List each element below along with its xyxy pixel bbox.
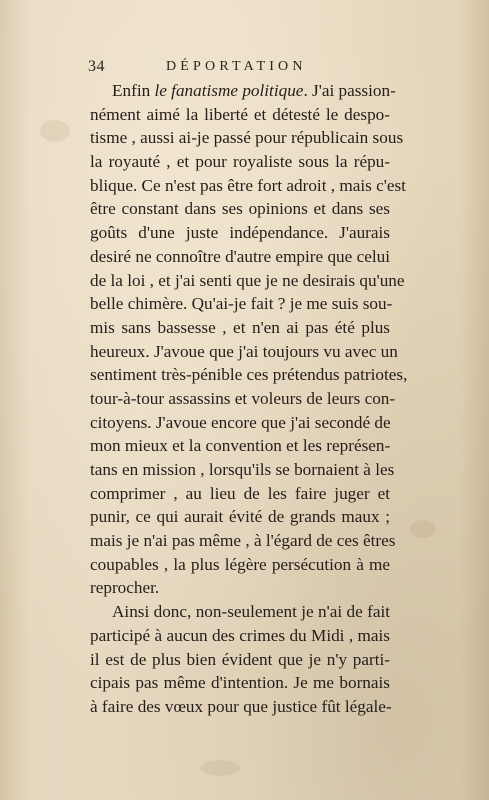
- text-line: coupables , la plus légère persécution à me: [90, 554, 390, 574]
- paper-stain: [410, 520, 436, 538]
- text-line: goûts d'une juste indépendance. J'aurais: [90, 223, 390, 243]
- paper-stain: [200, 760, 240, 776]
- text-line: participé à aucun des crimes du Midi , mais: [90, 625, 390, 645]
- text-line: mais je n'ai pas même , à l'égard de ces êtres: [90, 531, 396, 551]
- text-line: à faire des vœux pour que justice fût légale-: [90, 696, 392, 716]
- text-fragment: . J'ai passion-: [303, 81, 396, 100]
- text-line: mon mieux et la convention et les représen-: [90, 436, 391, 456]
- text-line: citoyens. J'avoue encore que j'ai secondé de: [90, 412, 391, 432]
- page-number: 34: [88, 58, 105, 75]
- paper-stain: [40, 120, 70, 142]
- page-header: [88, 58, 380, 78]
- text-line: cipais pas même d'intention. Je me bornais: [90, 673, 390, 693]
- text-line: tans en mission , lorsqu'ils se bornaient à les: [90, 460, 395, 479]
- text-line: être constant dans ses opinions et dans ses: [90, 199, 390, 219]
- text-line: nément aimé la liberté et détesté le despo-: [90, 104, 390, 124]
- text-line: desiré ne connoître d'autre empire que celui: [90, 246, 390, 266]
- text-line: punir, ce qui aurait évité de grands maux ;: [90, 507, 390, 527]
- text-line: Ainsi donc, non-seulement je n'ai de fait: [112, 602, 390, 622]
- italic-phrase: le fanatisme politique: [154, 81, 304, 100]
- text-fragment: Enfin: [112, 81, 155, 100]
- text-line: reprocher.: [90, 578, 160, 598]
- text-line: il est de plus bien évident que je n'y parti-: [90, 649, 390, 669]
- text-line: mis sans bassesse , et n'en ai pas été plus: [90, 317, 390, 337]
- text-line: la royauté , et pour royaliste sous la répu-: [90, 152, 390, 172]
- text-line: belle chimère. Qu'ai-je fait ? je me suis sou-: [90, 294, 393, 314]
- text-line: tour-à-tour assassins et voleurs de leurs con-: [90, 388, 396, 408]
- text-line: tisme , aussi ai-je passé pour républicain sous: [90, 128, 404, 148]
- text-line: sentiment très-pénible ces prétendus patriotes,: [90, 365, 408, 385]
- text-line: [90, 79, 396, 103]
- text-line: comprimer , au lieu de les faire juger et: [90, 483, 390, 503]
- running-head: DÉPORTATION: [166, 59, 307, 74]
- body-text: [90, 79, 408, 719]
- text-line: de la loi , et j'ai senti que je ne desirais qu'une: [90, 270, 405, 290]
- text-line: heureux. J'avoue que j'ai toujours vu avec un: [90, 341, 398, 361]
- text-line: blique. Ce n'est pas être fort adroit , mais c'est: [90, 175, 406, 195]
